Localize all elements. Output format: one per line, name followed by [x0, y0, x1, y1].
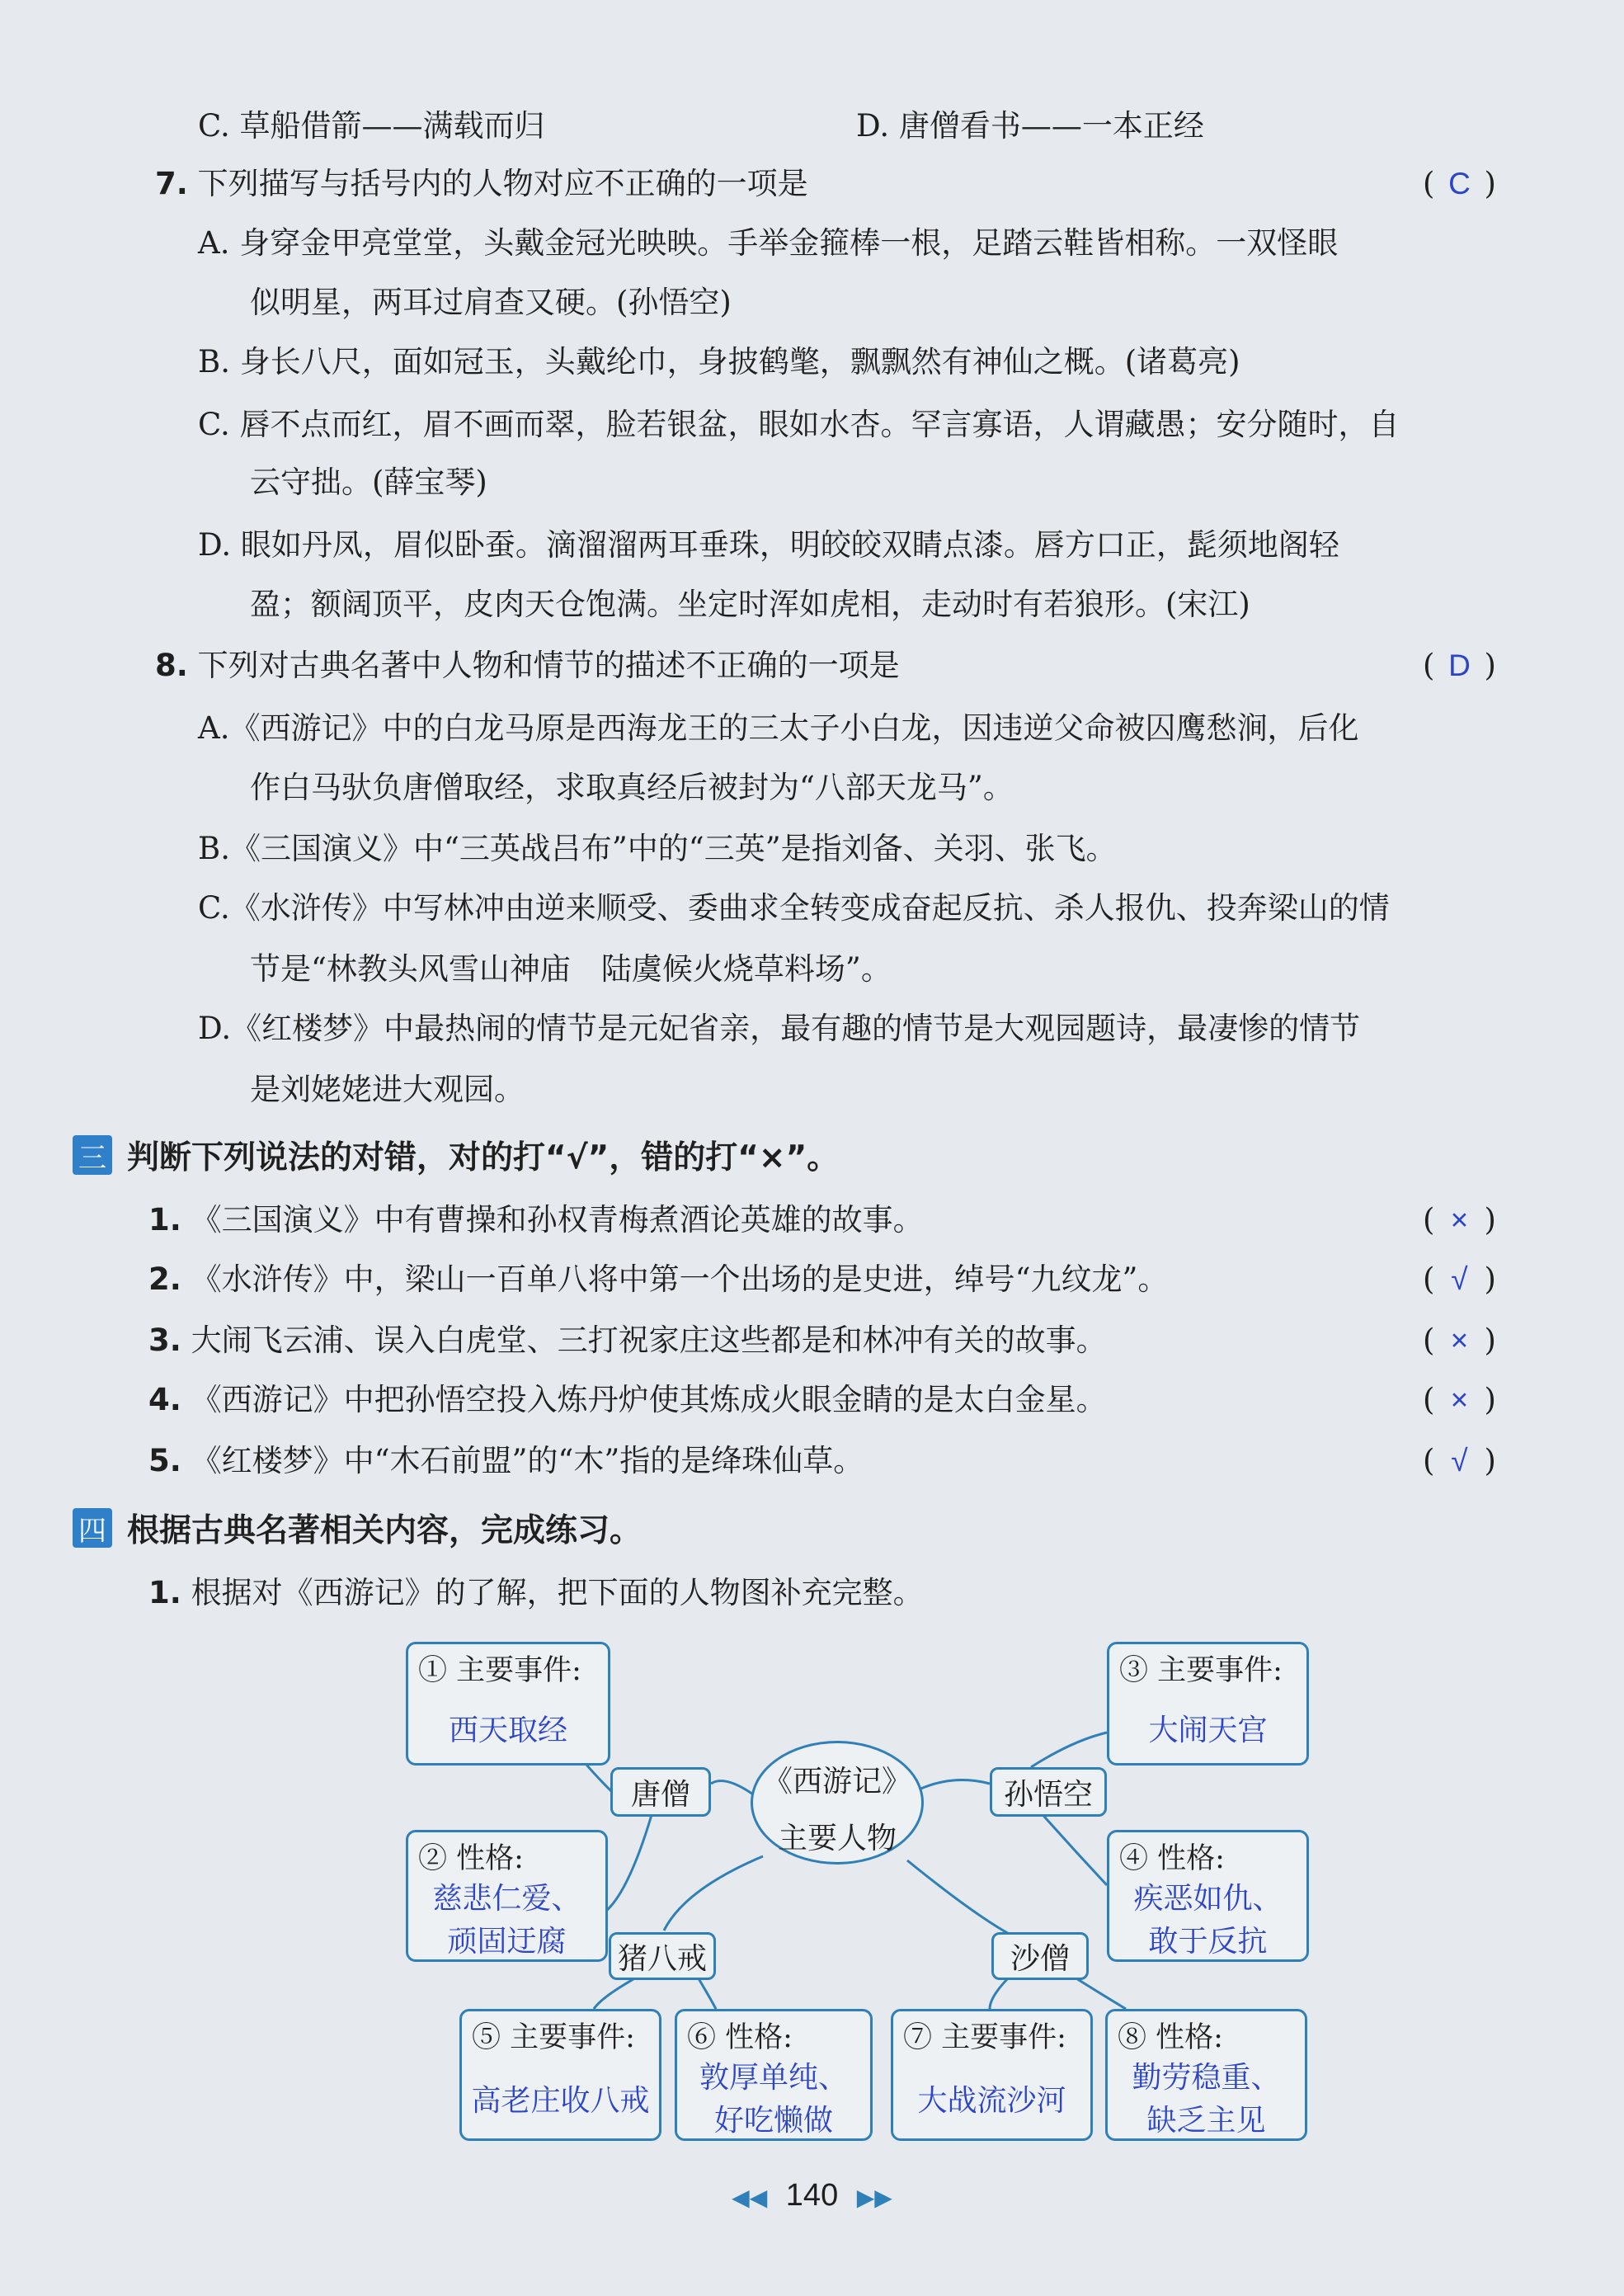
box-1-answer: 西天取经: [448, 1714, 567, 1747]
q8-option-c-line1: C.《水浒传》中写林冲由逆来顺受、委曲求全转变成奋起反抗、杀人报仇、投奔梁山的情: [198, 890, 1390, 926]
judge-item-3-text: 大闹飞云浦、误入白虎堂、三打祝家庄这些都是和林冲有关的故事。: [191, 1322, 1107, 1358]
judge-item-4-number: 4.: [148, 1382, 181, 1417]
diagram-center-line2: 主要人物: [777, 1822, 897, 1855]
judge-item-5: [148, 1440, 864, 1482]
connector-zhubajie-b6: [697, 1976, 716, 2009]
q7-option-b: B. 身长八尺，面如冠玉，头戴纶巾，身披鹤氅，飘飘然有神仙之概。(诸葛亮): [198, 344, 1240, 380]
box-8-shaseng-personality: [1105, 2009, 1307, 2141]
box-8-answer-line1: 勤劳稳重、: [1132, 2061, 1281, 2095]
judge-item-4-mark: ×: [1450, 1383, 1469, 1417]
box-2-tangseng-personality: [406, 1830, 608, 1962]
connector-center-zhubajie: [664, 1856, 763, 1931]
q7-option-a-line2: 似明星，两耳过肩查又硬。(孙悟空): [250, 285, 732, 320]
connector-sunwukong-b3: [1031, 1733, 1107, 1767]
box-2-label: ② 性格:: [418, 1842, 524, 1875]
box-4-sunwukong-personality: [1107, 1830, 1309, 1962]
node-tangseng: 唐僧: [610, 1767, 711, 1817]
judge-item-1-answer: ( × ): [1423, 1200, 1496, 1241]
q7-number: 7.: [155, 166, 188, 201]
box-6-answer-line2: 好吃懒做: [713, 2104, 833, 2138]
q7-option-d-line1: D. 眼如丹凤，眉似卧蚕。滴溜溜两耳垂珠，明皎皎双睛点漆。唇方口正，髭须地阁轻: [198, 527, 1339, 563]
connector-sunwukong-b4: [1039, 1811, 1107, 1885]
judge-item-2-answer: ( √ ): [1423, 1259, 1496, 1300]
q7-option-a-line1: A. 身穿金甲亮堂堂，头戴金冠光映映。手举金箍棒一根，足踏云鞋皆相称。一双怪眼: [198, 225, 1339, 261]
q8-option-a-line2: 作白马驮负唐僧取经，求取真经后被封为“八部天龙马”。: [250, 770, 1014, 805]
judge-item-3: [148, 1320, 1107, 1361]
q8-stem-text: 下列对古典名著中人物和情节的描述不正确的一项是: [197, 648, 900, 683]
judge-item-1-number: 1.: [148, 1202, 181, 1238]
section-4-question-1: [148, 1572, 924, 1614]
section-3-heading: [73, 1132, 839, 1178]
judge-item-5-mark: √: [1451, 1444, 1468, 1478]
page-number: 140: [785, 2178, 839, 2213]
judge-item-4-answer: ( × ): [1423, 1379, 1496, 1421]
section-4-heading: [73, 1505, 642, 1551]
node-shaseng: 沙僧: [991, 1932, 1089, 1980]
box-3-sunwukong-event: [1107, 1642, 1309, 1766]
box-2-answer-line1: 慈悲仁爱、: [432, 1882, 581, 1916]
box-5-label: ⑤ 主要事件:: [472, 2021, 635, 2054]
box-8-label: ⑧ 性格:: [1118, 2021, 1223, 2054]
judge-item-3-number: 3.: [148, 1322, 181, 1358]
connector-shaseng-b8: [1072, 1976, 1126, 2009]
q8-option-d-line2: 是刘姥姥进大观园。: [250, 1072, 525, 1107]
box-4-answer-line1: 疾恶如仇、: [1133, 1882, 1283, 1916]
judge-item-5-text: 《红楼梦》中“木石前盟”的“木”指的是绛珠仙草。: [191, 1443, 864, 1478]
box-6-label: ⑥ 性格:: [687, 2021, 793, 2054]
judge-item-4: [148, 1379, 1107, 1421]
connector-tangseng-b2: [602, 1815, 652, 1914]
judge-item-5-answer: ( √ ): [1423, 1440, 1496, 1482]
box-6-answer-line1: 敦厚单纯、: [699, 2061, 848, 2095]
box-6-zhubajie-personality: [675, 2009, 873, 2141]
diagram-center-oval: [751, 1741, 924, 1865]
box-4-label: ④ 性格:: [1119, 1842, 1225, 1875]
q7-stem-text: 下列描写与括号内的人物对应不正确的一项是: [197, 166, 808, 201]
q8-answer-value: D: [1448, 648, 1471, 682]
q6-option-c: C. 草船借箭——满载而归: [198, 108, 545, 144]
prev-page-arrows-icon: ◀◀: [732, 2185, 768, 2210]
section-3-badge: 三: [73, 1135, 112, 1175]
q6-option-d: D. 唐僧看书——一本正经: [856, 108, 1204, 144]
judge-item-5-number: 5.: [148, 1443, 181, 1478]
box-7-shaseng-event: [891, 2009, 1093, 2141]
q8-number: 8.: [155, 648, 188, 683]
judge-item-1-text: 《三国演义》中有曹操和孙权青梅煮酒论英雄的故事。: [191, 1202, 924, 1238]
q8-answer: ( D ): [1423, 645, 1496, 686]
box-5-answer: 高老庄收八戒: [471, 2084, 650, 2118]
q7-option-c-line1: C. 唇不点而红，眉不画而翠，脸若银盆，眼如水杏。罕言寡语，人谓藏愚；安分随时，自: [198, 407, 1400, 442]
section-4-badge: 四: [73, 1508, 112, 1548]
box-3-answer: 大闹天宫: [1148, 1714, 1268, 1747]
connector-center-sunwukong: [917, 1780, 990, 1791]
connector-shaseng-b7: [990, 1976, 1010, 2009]
section-4-title: 根据古典名著相关内容，完成练习。: [127, 1512, 643, 1549]
node-zhubajie: 猪八戒: [609, 1932, 716, 1980]
connector-zhubajie-b5: [594, 1976, 639, 2009]
judge-item-1: [148, 1200, 924, 1241]
q7-stem: [155, 163, 808, 205]
page-footer: [0, 2178, 1624, 2213]
judge-item-3-answer: ( × ): [1423, 1320, 1496, 1361]
box-7-answer: 大战流沙河: [917, 2084, 1066, 2118]
box-5-zhubajie-event: [459, 2009, 661, 2141]
section-4-q1-text: 根据对《西游记》的了解，把下面的人物图补充完整。: [191, 1575, 924, 1610]
section-3-title: 判断下列说法的对错，对的打“√”，错的打“×”。: [127, 1139, 840, 1176]
q8-option-c-line2: 节是“林教头风雪山神庙 陆虞候火烧草料场”。: [250, 951, 892, 987]
q8-option-d-line1: D.《红楼梦》中最热闹的情节是元妃省亲，最有趣的情节是大观园题诗，最凄惨的情节: [198, 1011, 1361, 1046]
judge-item-2-text: 《水浒传》中，梁山一百单八将中第一个出场的是史进，绰号“九纹龙”。: [191, 1261, 1169, 1297]
diagram-center-line1: 《西游记》: [762, 1765, 911, 1799]
box-3-label: ③ 主要事件:: [1119, 1654, 1283, 1687]
q7-option-d-line2: 盈；额阔顶平，皮肉天仓饱满。坐定时浑如虎相，走动时有若狼形。(宋江): [250, 587, 1250, 622]
box-1-tangseng-event: [406, 1642, 610, 1766]
q7-answer-value: C: [1448, 167, 1471, 200]
judge-item-3-mark: ×: [1450, 1323, 1469, 1357]
judge-item-1-mark: ×: [1450, 1203, 1469, 1237]
box-4-answer-line2: 敢于反抗: [1148, 1925, 1268, 1959]
judge-item-2-mark: √: [1451, 1262, 1468, 1296]
q7-answer: ( C ): [1423, 163, 1496, 205]
connector-center-shaseng: [907, 1860, 1010, 1935]
q8-stem: [155, 645, 900, 686]
box-1-label: ① 主要事件:: [418, 1654, 581, 1687]
next-page-arrows-icon: ▶▶: [856, 2185, 892, 2210]
judge-item-2-number: 2.: [148, 1261, 181, 1297]
q8-option-b: B.《三国演义》中“三英战吕布”中的“三英”是指刘备、关羽、张飞。: [198, 831, 1117, 866]
box-2-answer-line2: 顽固迂腐: [447, 1925, 567, 1959]
judge-item-2: [148, 1259, 1168, 1300]
q8-option-a-line1: A.《西游记》中的白龙马原是西海龙王的三太子小白龙，因违逆父命被囚鹰愁涧，后化: [198, 710, 1359, 746]
judge-item-4-text: 《西游记》中把孙悟空投入炼丹炉使其炼成火眼金睛的是太白金星。: [191, 1382, 1107, 1417]
node-sunwukong: 孙悟空: [990, 1767, 1107, 1817]
box-8-answer-line2: 缺乏主见: [1146, 2104, 1266, 2138]
section-4-q1-number: 1.: [148, 1575, 181, 1610]
q7-option-c-line2: 云守拙。(薛宝琴): [250, 464, 487, 500]
box-7-label: ⑦ 主要事件:: [903, 2021, 1066, 2054]
